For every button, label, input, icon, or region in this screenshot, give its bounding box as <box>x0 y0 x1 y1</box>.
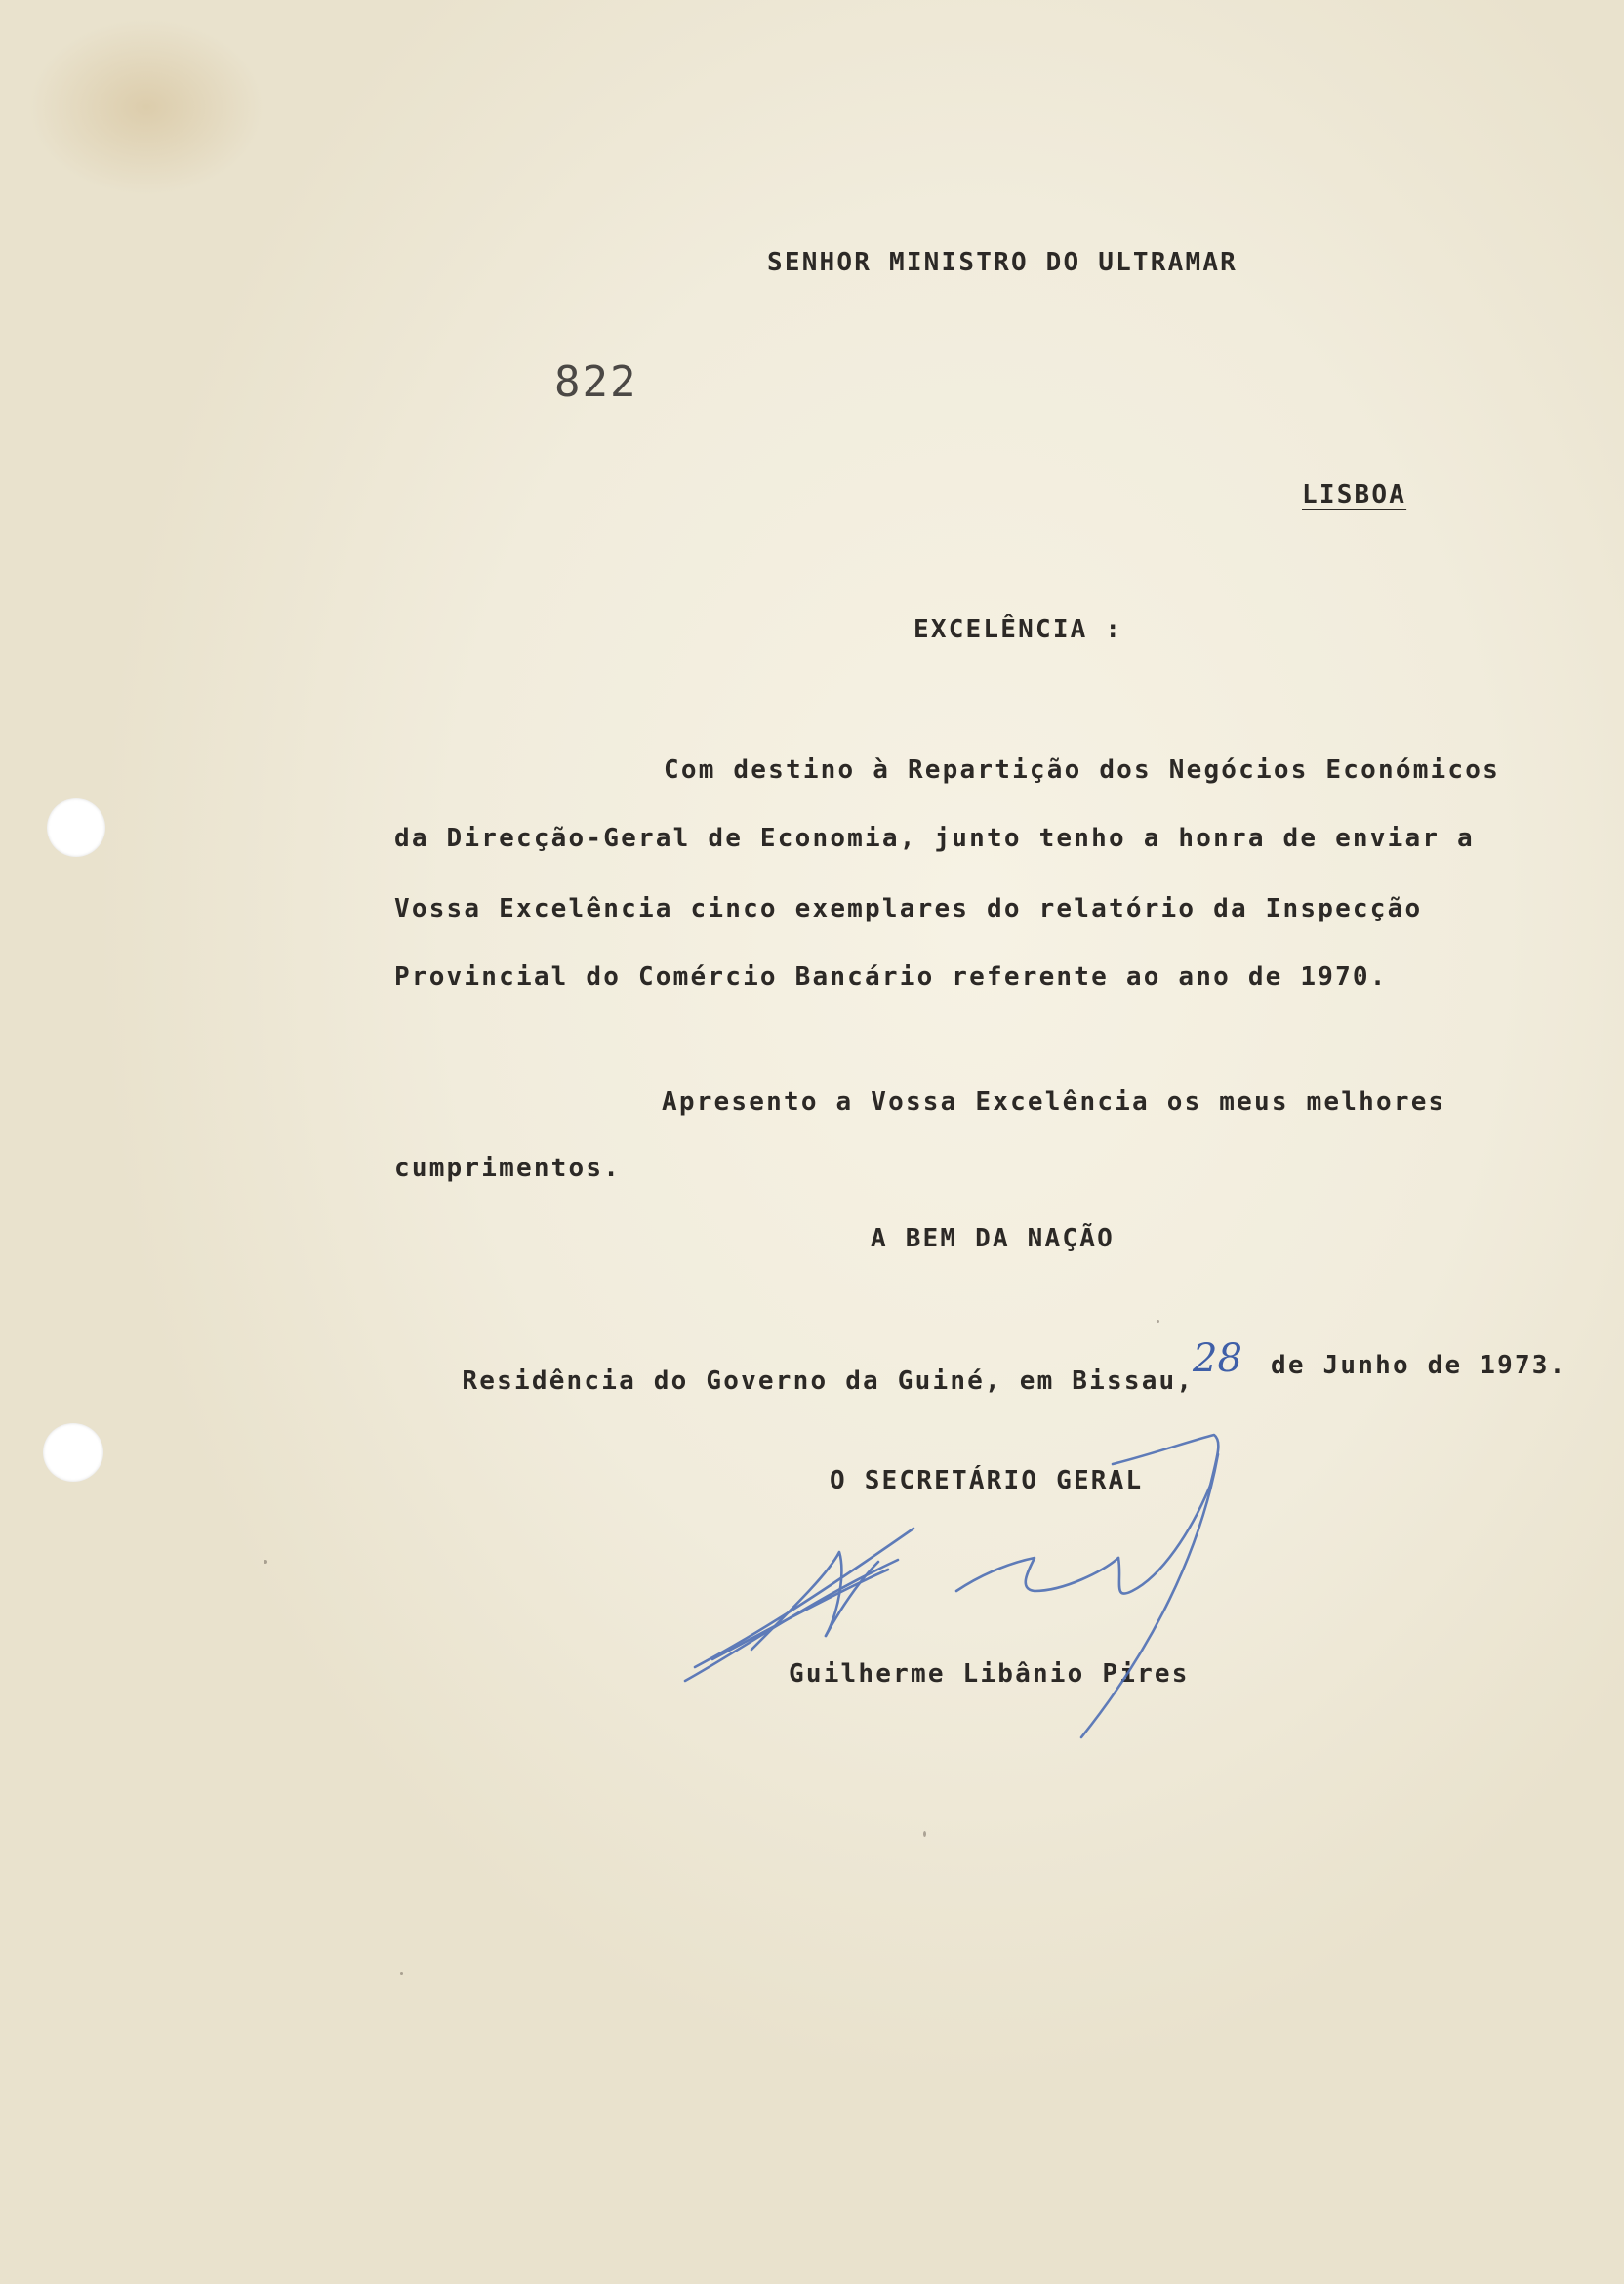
paper-speck <box>400 1972 403 1975</box>
addressee: SENHOR MINISTRO DO ULTRAMAR <box>767 248 1238 277</box>
paper-speck <box>264 1560 267 1564</box>
paper-speck <box>923 1831 926 1837</box>
body-line-4: Provincial do Comércio Bancário referente ao ano de 1970. <box>394 962 1388 992</box>
punch-hole-top <box>47 798 105 857</box>
closing-line-2: cumprimentos. <box>394 1154 622 1183</box>
body-line-1: Com destino à Repartição dos Negócios Económicos <box>664 755 1500 785</box>
punch-hole-bottom <box>43 1423 103 1482</box>
city: LISBOA <box>1302 480 1407 510</box>
signatory-title: O SECRETÁRIO GERAL <box>830 1466 1144 1495</box>
handwritten-day: 28 <box>1193 1336 1242 1381</box>
motto: A BEM DA NAÇÃO <box>871 1224 1115 1253</box>
signatory-name: Guilherme Libânio Pires <box>789 1659 1190 1689</box>
reference-number: 822 <box>554 357 638 407</box>
place-date-line <box>392 1343 1194 1419</box>
place-date-after: de Junho de 1973. <box>1271 1351 1567 1380</box>
body-line-3: Vossa Excelência cinco exemplares do relatório da Inspecção <box>394 894 1423 923</box>
salutation: EXCELÊNCIA : <box>914 615 1123 644</box>
body-line-2: da Direcção-Geral de Economia, junto tenho a honra de enviar a <box>394 824 1475 853</box>
closing-line-1: Apresento a Vossa Excelência os meus melhores <box>662 1087 1446 1117</box>
paper-speck <box>1157 1320 1159 1323</box>
place-date-before: Residência do Governo da Guiné, em Bissau, <box>462 1366 1195 1396</box>
